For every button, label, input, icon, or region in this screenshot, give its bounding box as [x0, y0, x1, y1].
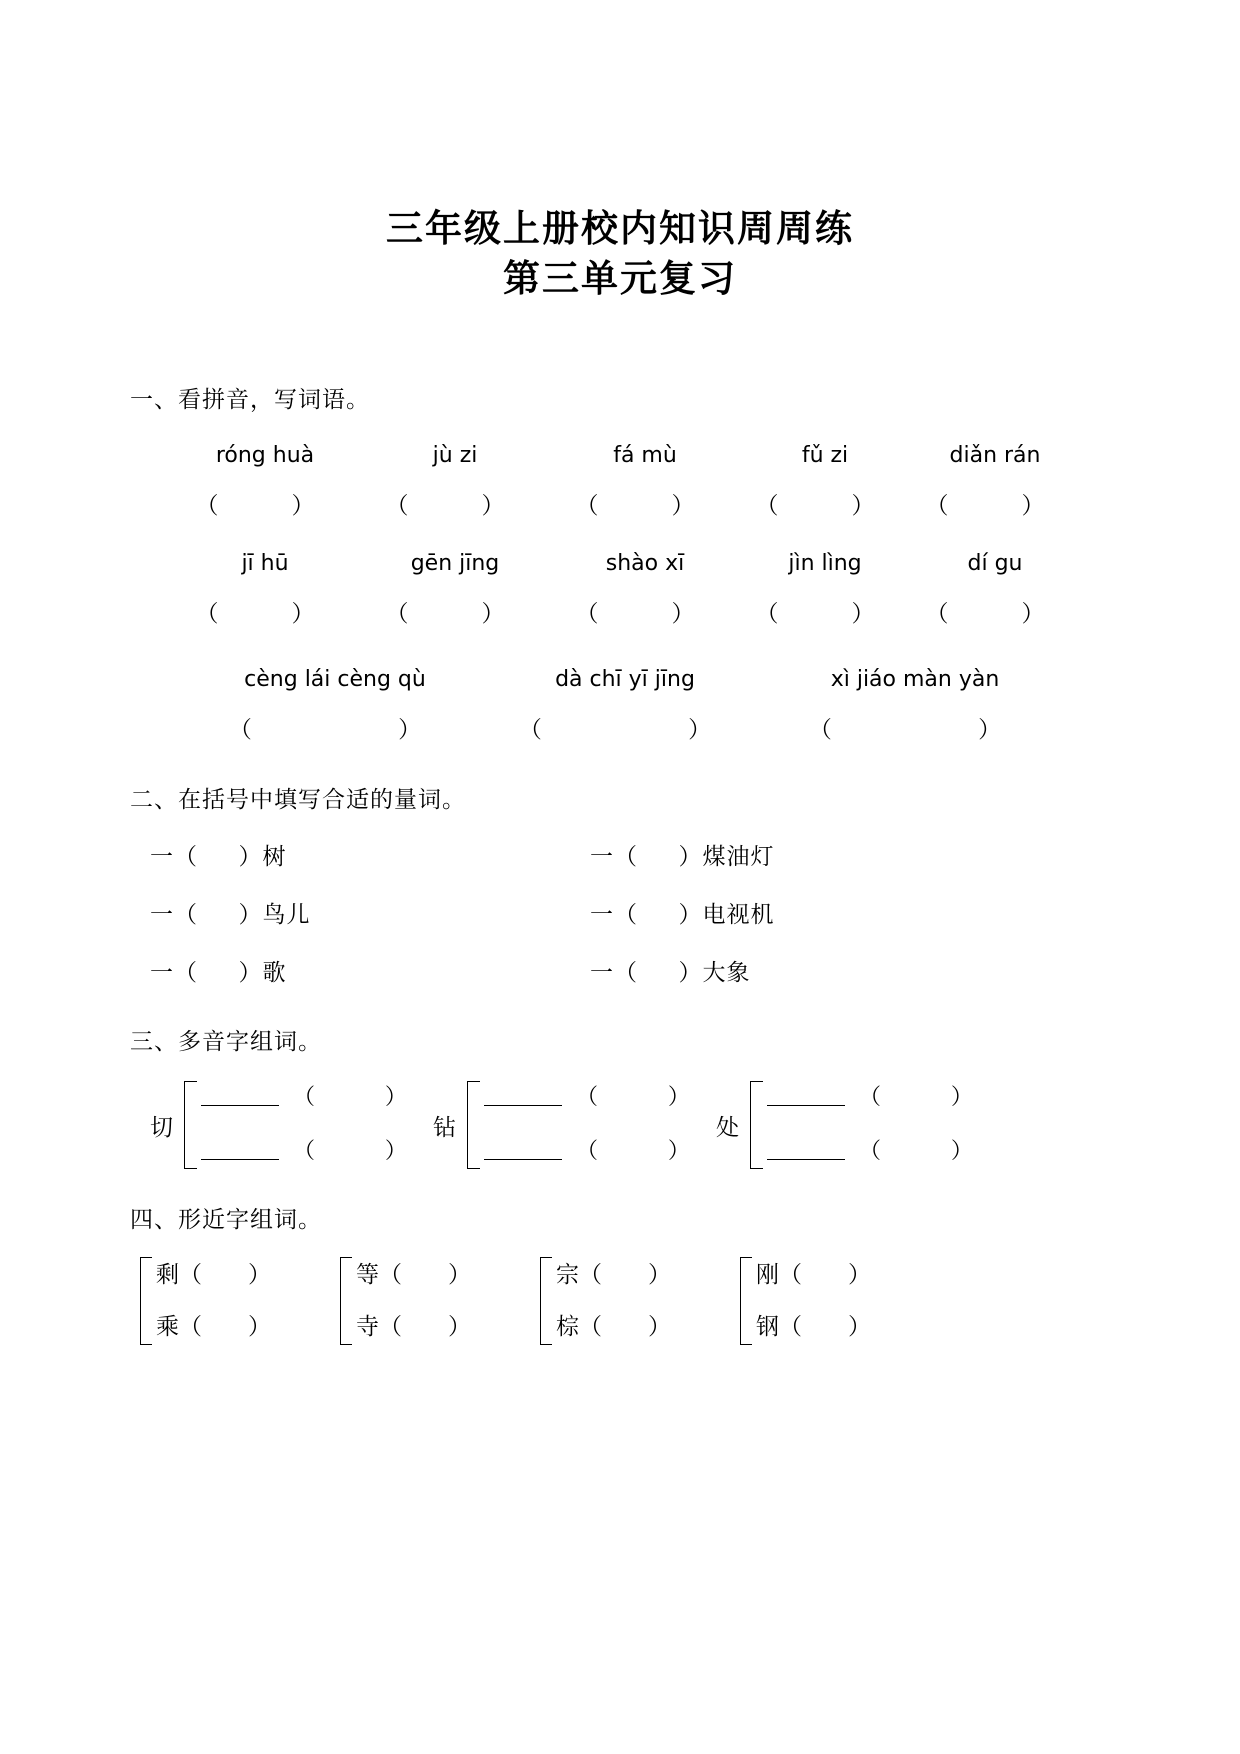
pinyin-item: jī hū [241, 551, 289, 576]
answer-blank-row-2 [130, 595, 1110, 633]
similar-char-item[interactable]: 钢（ ） [756, 1314, 871, 1339]
similar-char-lines [556, 1258, 671, 1344]
answer-blank[interactable]: （ ） [518, 717, 712, 743]
similar-char-group [340, 1257, 540, 1345]
answer-blank-row-3 [130, 711, 1110, 749]
section-2-heading: 二、在括号中填写合适的量词。 [130, 787, 466, 812]
section-4-heading: 四、形近字组词。 [130, 1207, 322, 1232]
pinyin-item: diǎn rán [949, 443, 1041, 468]
quantifier-item[interactable]: 一（ ）电视机 [590, 902, 775, 927]
polyphone-line [201, 1086, 407, 1110]
answer-blank-row-1 [130, 487, 1110, 525]
write-blank[interactable] [767, 1091, 845, 1106]
section-polyphone [130, 1025, 1110, 1169]
quantifier-item[interactable]: 一（ ）鸟儿 [150, 902, 311, 927]
quantifier-item[interactable]: 一（ ）树 [150, 844, 287, 869]
brace-icon [540, 1257, 552, 1345]
answer-blank[interactable]: （ ） [576, 1085, 690, 1110]
pinyin-item: dí gu [967, 551, 1023, 576]
brace-icon [740, 1257, 752, 1345]
pinyin-item: dà chī yī jīng [555, 667, 695, 692]
polyphone-char: 处 [716, 1114, 739, 1140]
quantifier-item[interactable]: 一（ ）大象 [590, 960, 751, 985]
write-blank[interactable] [767, 1145, 845, 1160]
polyphone-row [130, 1081, 1110, 1169]
polyphone-char: 切 [150, 1114, 173, 1140]
answer-blank[interactable]: （ ） [575, 601, 695, 627]
similar-char-lines [356, 1258, 471, 1344]
similar-char-group [140, 1257, 340, 1345]
answer-blank[interactable]: （ ） [925, 493, 1045, 519]
quantifier-row [150, 839, 1110, 875]
polyphone-lines [767, 1082, 973, 1168]
answer-blank[interactable]: （ ） [755, 493, 875, 519]
pinyin-item: fǔ zi [801, 443, 849, 468]
pinyin-item: gēn jīng [410, 551, 500, 576]
similar-char-row [130, 1257, 1110, 1345]
document-title [130, 0, 1110, 305]
similar-char-item[interactable]: 宗（ ） [556, 1262, 671, 1287]
answer-blank[interactable]: （ ） [575, 493, 695, 519]
answer-blank[interactable]: （ ） [859, 1085, 973, 1110]
polyphone-line [767, 1086, 973, 1110]
quantifier-item[interactable]: 一（ ）煤油灯 [590, 844, 775, 869]
quantifier-grid [130, 839, 1110, 991]
title-line-2: 第三单元复习 [503, 259, 737, 300]
quantifier-row [150, 897, 1110, 933]
pinyin-item: cèng lái cèng qù [244, 667, 426, 692]
polyphone-line [484, 1140, 690, 1164]
section-3-heading: 三、多音字组词。 [130, 1029, 322, 1054]
answer-blank[interactable]: （ ） [195, 601, 315, 627]
answer-blank[interactable]: （ ） [576, 1139, 690, 1164]
answer-blank[interactable]: （ ） [385, 493, 505, 519]
polyphone-line [201, 1140, 407, 1164]
quantifier-row [150, 955, 1110, 991]
polyphone-line [484, 1086, 690, 1110]
write-blank[interactable] [484, 1145, 562, 1160]
pinyin-item: shào xī [605, 551, 685, 576]
similar-char-lines [756, 1258, 871, 1344]
answer-blank[interactable]: （ ） [755, 601, 875, 627]
similar-char-group [740, 1257, 940, 1345]
pinyin-item: xì jiáo màn yàn [830, 667, 1000, 692]
polyphone-line [767, 1140, 973, 1164]
write-blank[interactable] [484, 1091, 562, 1106]
polyphone-lines [201, 1082, 407, 1168]
polyphone-lines [484, 1082, 690, 1168]
polyphone-group [150, 1081, 433, 1169]
title-line-1: 三年级上册校内知识周周练 [386, 209, 854, 250]
similar-char-item[interactable]: 棕（ ） [556, 1314, 671, 1339]
brace-icon [340, 1257, 352, 1345]
similar-char-item[interactable]: 寺（ ） [356, 1314, 471, 1339]
polyphone-char: 钻 [433, 1114, 456, 1140]
similar-char-item[interactable]: 乘（ ） [156, 1314, 271, 1339]
similar-char-item[interactable]: 刚（ ） [756, 1262, 871, 1287]
pinyin-row-3 [130, 661, 1110, 699]
similar-char-item[interactable]: 等（ ） [356, 1262, 471, 1287]
pinyin-row-1 [130, 437, 1110, 475]
pinyin-row-2 [130, 545, 1110, 583]
answer-blank[interactable]: （ ） [925, 601, 1045, 627]
section-1-heading: 一、看拼音，写词语。 [130, 387, 370, 412]
write-blank[interactable] [201, 1091, 279, 1106]
answer-blank[interactable]: （ ） [293, 1085, 407, 1110]
brace-icon [140, 1257, 152, 1345]
quantifier-item[interactable]: 一（ ）歌 [150, 960, 287, 985]
pinyin-item: róng huà [215, 443, 315, 468]
answer-blank[interactable]: （ ） [228, 717, 422, 743]
brace-icon [750, 1081, 763, 1169]
pinyin-item: jù zi [432, 443, 478, 468]
answer-blank[interactable]: （ ） [385, 601, 505, 627]
polyphone-group [716, 1081, 999, 1169]
section-similar-chars [130, 1203, 1110, 1345]
similar-char-item[interactable]: 剩（ ） [156, 1262, 271, 1287]
answer-blank[interactable]: （ ） [859, 1139, 973, 1164]
section-pinyin [130, 383, 1110, 749]
answer-blank[interactable]: （ ） [195, 493, 315, 519]
pinyin-item: fá mù [613, 443, 677, 468]
similar-char-group [540, 1257, 740, 1345]
write-blank[interactable] [201, 1145, 279, 1160]
brace-icon [467, 1081, 480, 1169]
answer-blank[interactable]: （ ） [808, 717, 1002, 743]
brace-icon [184, 1081, 197, 1169]
answer-blank[interactable]: （ ） [293, 1139, 407, 1164]
polyphone-group [433, 1081, 716, 1169]
similar-char-lines [156, 1258, 271, 1344]
pinyin-item: jìn lìng [788, 551, 862, 576]
section-quantifiers [130, 783, 1110, 991]
